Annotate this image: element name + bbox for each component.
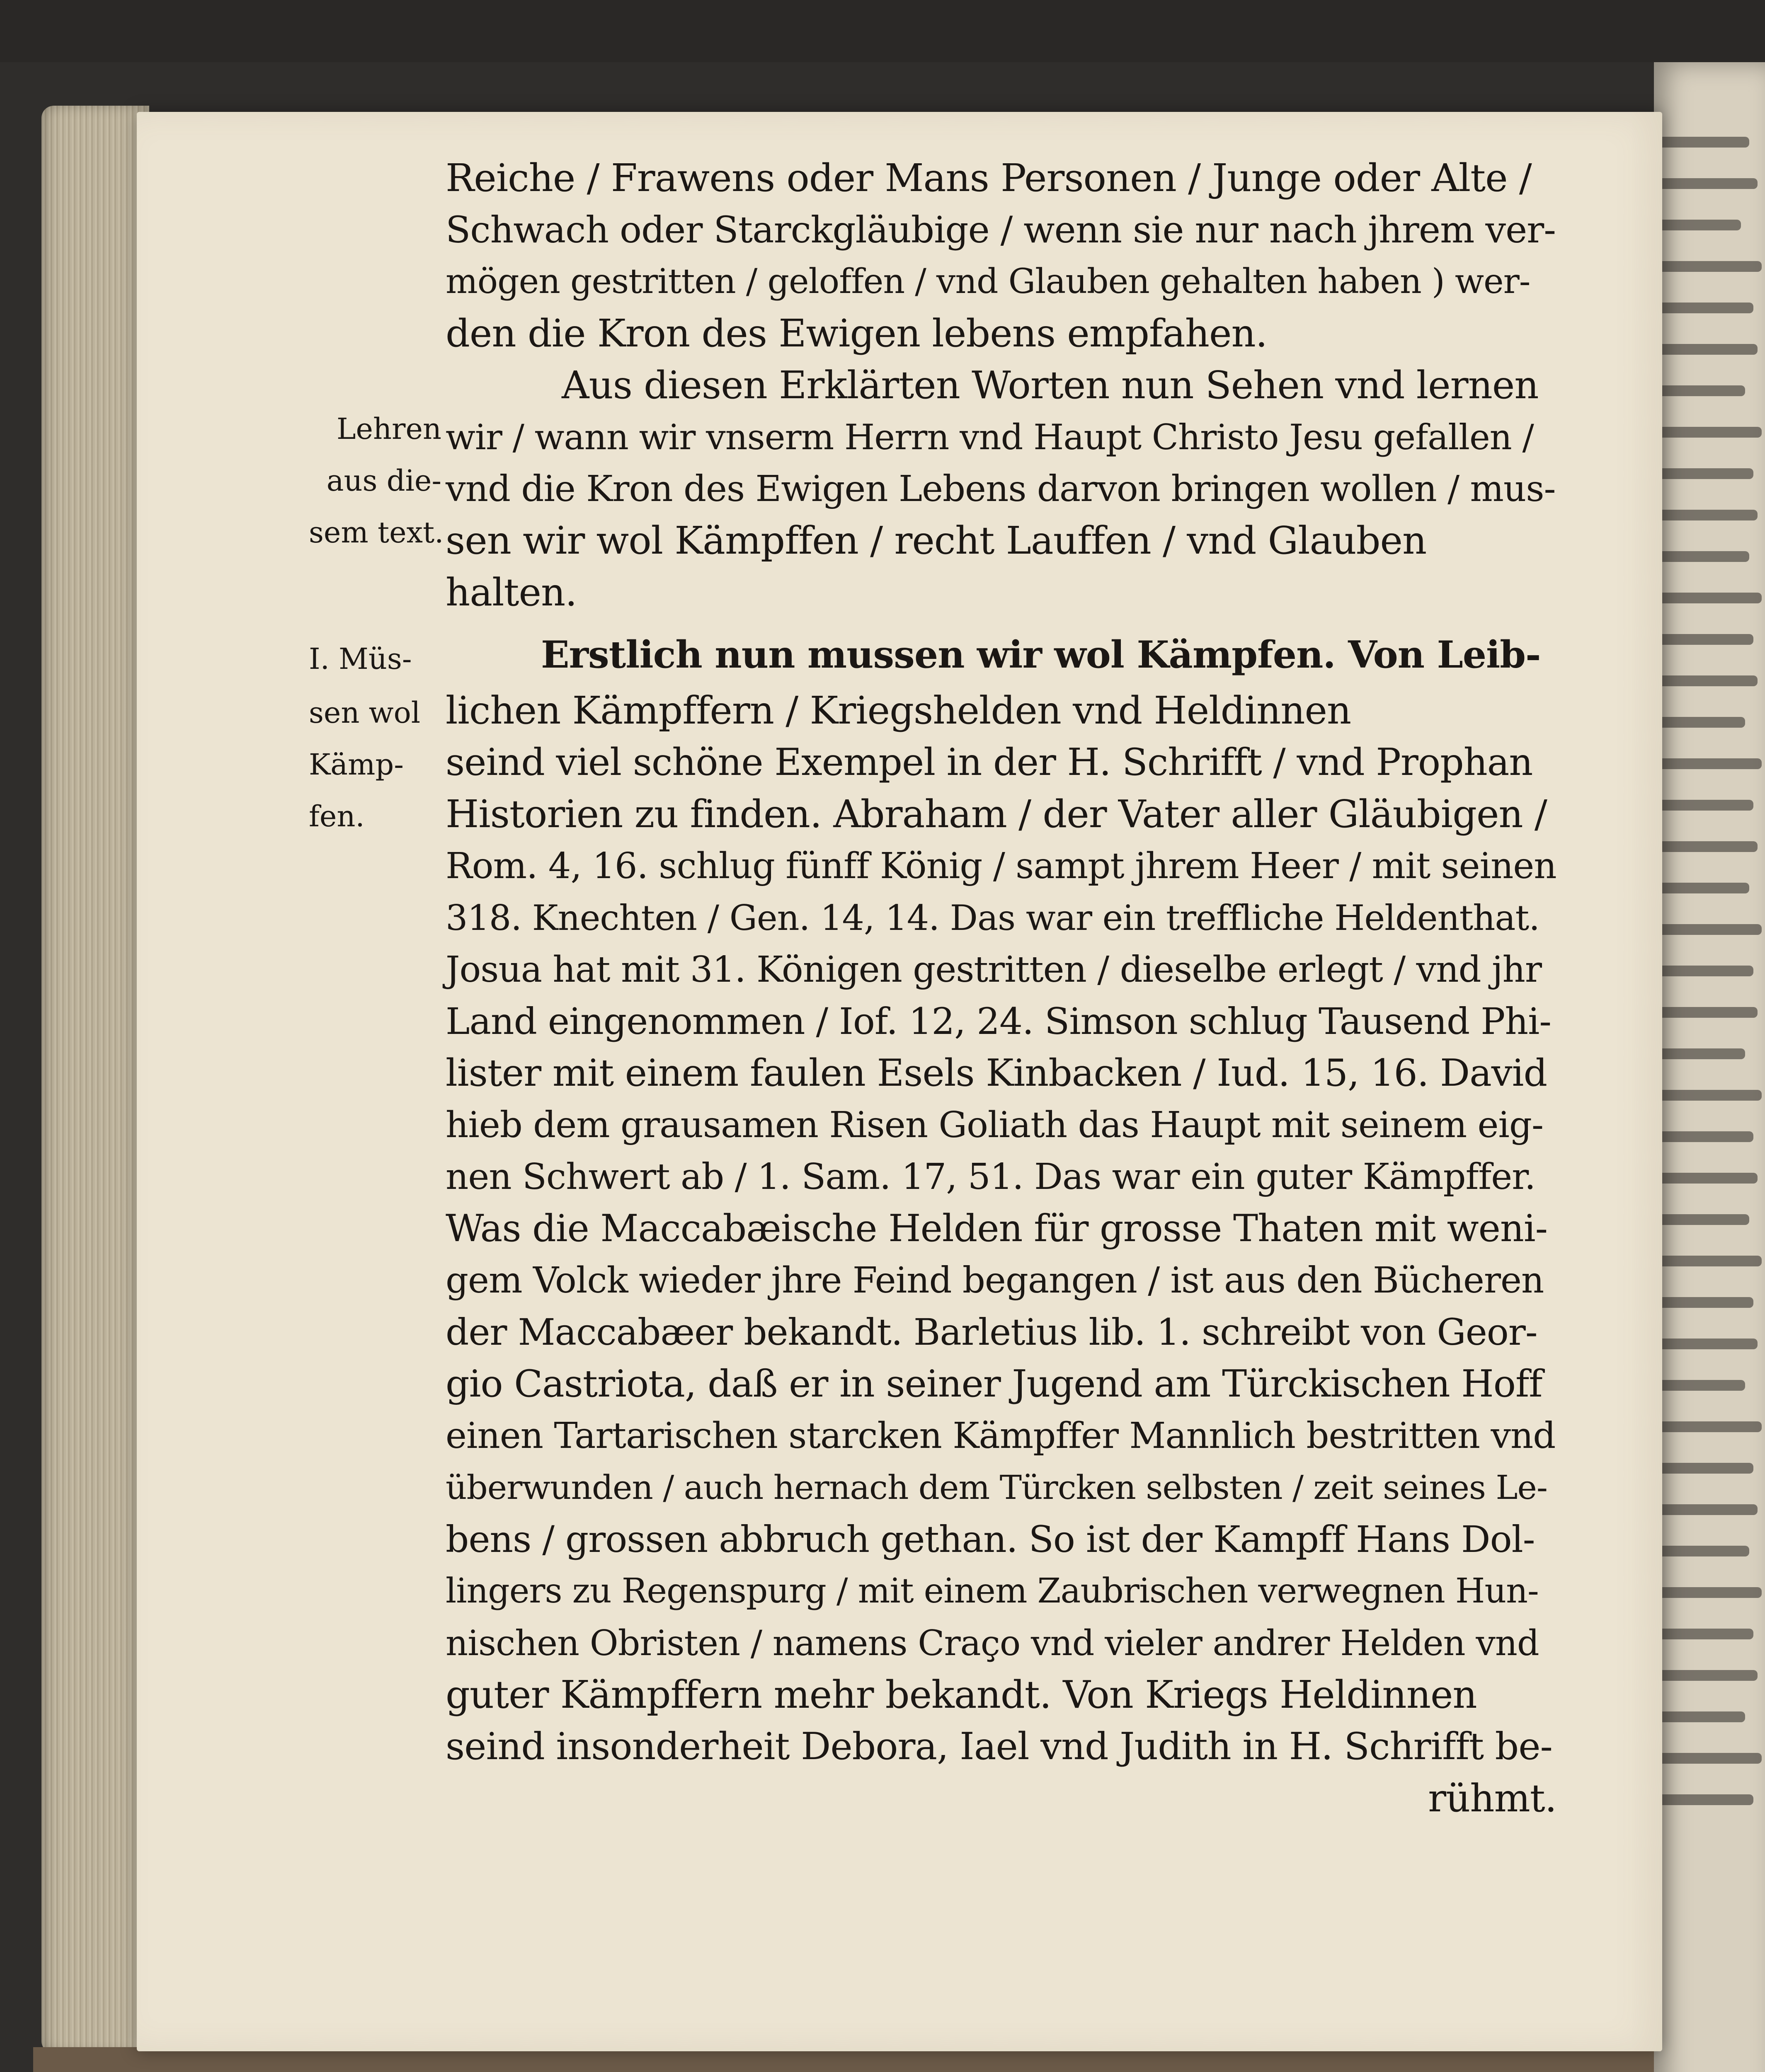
- text-line: seind insonderheit Debora, Iael vnd Judith in H. Schrifft be-: [446, 1725, 1552, 1768]
- page-edges: [41, 106, 149, 2053]
- text-line: bens / grossen abbruch gethan. So ist der Kampff Hans Dol-: [446, 1518, 1535, 1561]
- text-line: halten.: [446, 570, 577, 615]
- text-line: Josua hat mit 31. Königen gestritten / dieselbe erlegt / vnd jhr: [446, 949, 1542, 990]
- text-line: den die Kron des Ewigen lebens empfahen.: [446, 311, 1267, 356]
- text-line: Schwach oder Starckgläubige / wenn sie nur nach jhrem ver-: [446, 208, 1556, 251]
- next-page-fragment: [1654, 62, 1765, 2072]
- text-line: nen Schwert ab / 1. Sam. 17, 51. Das war ein guter Kämpffer.: [446, 1156, 1536, 1198]
- text-line: Erstlich nun mussen wir wol Kämpfen. Von Leib-: [541, 633, 1541, 677]
- text-line: überwunden / auch hernach dem Türcken selbsten / zeit seines Le-: [446, 1468, 1547, 1507]
- margin-note: Kämp-: [309, 748, 404, 782]
- background-top: [0, 0, 1765, 62]
- text-line: mögen gestritten / geloffen / vnd Glauben gehalten haben ) wer-: [446, 262, 1530, 301]
- text-line: hieb dem grausamen Risen Goliath das Haupt mit seinem eig-: [446, 1104, 1544, 1146]
- text-line: guter Kämpffern mehr bekandt. Von Kriegs Heldinnen: [446, 1673, 1477, 1717]
- text-line: Land eingenommen / Iof. 12, 24. Simson schlug Tausend Phi-: [446, 1000, 1551, 1043]
- margin-note: Lehren: [337, 412, 441, 446]
- margin-note: sem text.: [309, 516, 444, 549]
- margin-note: fen.: [309, 799, 365, 833]
- text-line: Reiche / Frawens oder Mans Personen / Junge oder Alte /: [446, 156, 1532, 200]
- margin-note: I. Müs-: [309, 642, 412, 676]
- text-line: Historien zu finden. Abraham / der Vater aller Gläubigen /: [446, 792, 1547, 836]
- text-line: Aus diesen Erklärten Worten nun Sehen vnd lernen: [562, 363, 1539, 407]
- margin-note: aus die-: [326, 464, 441, 498]
- text-line: Was die Maccabæische Helden für grosse Thaten mit weni-: [446, 1207, 1548, 1250]
- text-line: Rom. 4, 16. schlug fünff König / sampt jhrem Heer / mit seinen: [446, 845, 1556, 887]
- text-line: vnd die Kron des Ewigen Lebens darvon bringen wollen / mus-: [446, 468, 1556, 510]
- text-line: wir / wann wir vnserm Herrn vnd Haupt Christo Jesu gefallen /: [446, 417, 1534, 457]
- text-line: der Maccabæer bekandt. Barletius lib. 1. schreibt von Geor-: [446, 1311, 1537, 1353]
- text-line: seind viel schöne Exempel in der H. Schrifft / vnd Prophan: [446, 741, 1533, 784]
- text-line: sen wir wol Kämpffen / recht Lauffen / vnd Glauben: [446, 518, 1427, 563]
- text-line: einen Tartarischen starcken Kämpffer Mannlich bestritten vnd: [446, 1415, 1556, 1457]
- text-line: nischen Obristen / namens Craço vnd vieler andrer Helden vnd: [446, 1623, 1539, 1663]
- text-line: gio Castriota, daß er in seiner Jugend am Türckischen Hoff: [446, 1362, 1542, 1406]
- margin-note: sen wol: [309, 696, 421, 730]
- text-line: gem Volck wieder jhre Feind begangen / ist aus den Bücheren: [446, 1260, 1544, 1301]
- text-line: lingers zu Regenspurg / mit einem Zaubrischen verwegnen Hun-: [446, 1571, 1539, 1611]
- text-line: 318. Knechten / Gen. 14, 14. Das war ein treffliche Heldenthat.: [446, 898, 1540, 938]
- text-line: lister mit einem faulen Esels Kinbacken / Iud. 15, 16. David: [446, 1051, 1547, 1095]
- text-line: rühmt.: [1428, 1776, 1556, 1820]
- text-line: lichen Kämpffern / Kriegshelden vnd Heldinnen: [446, 688, 1351, 733]
